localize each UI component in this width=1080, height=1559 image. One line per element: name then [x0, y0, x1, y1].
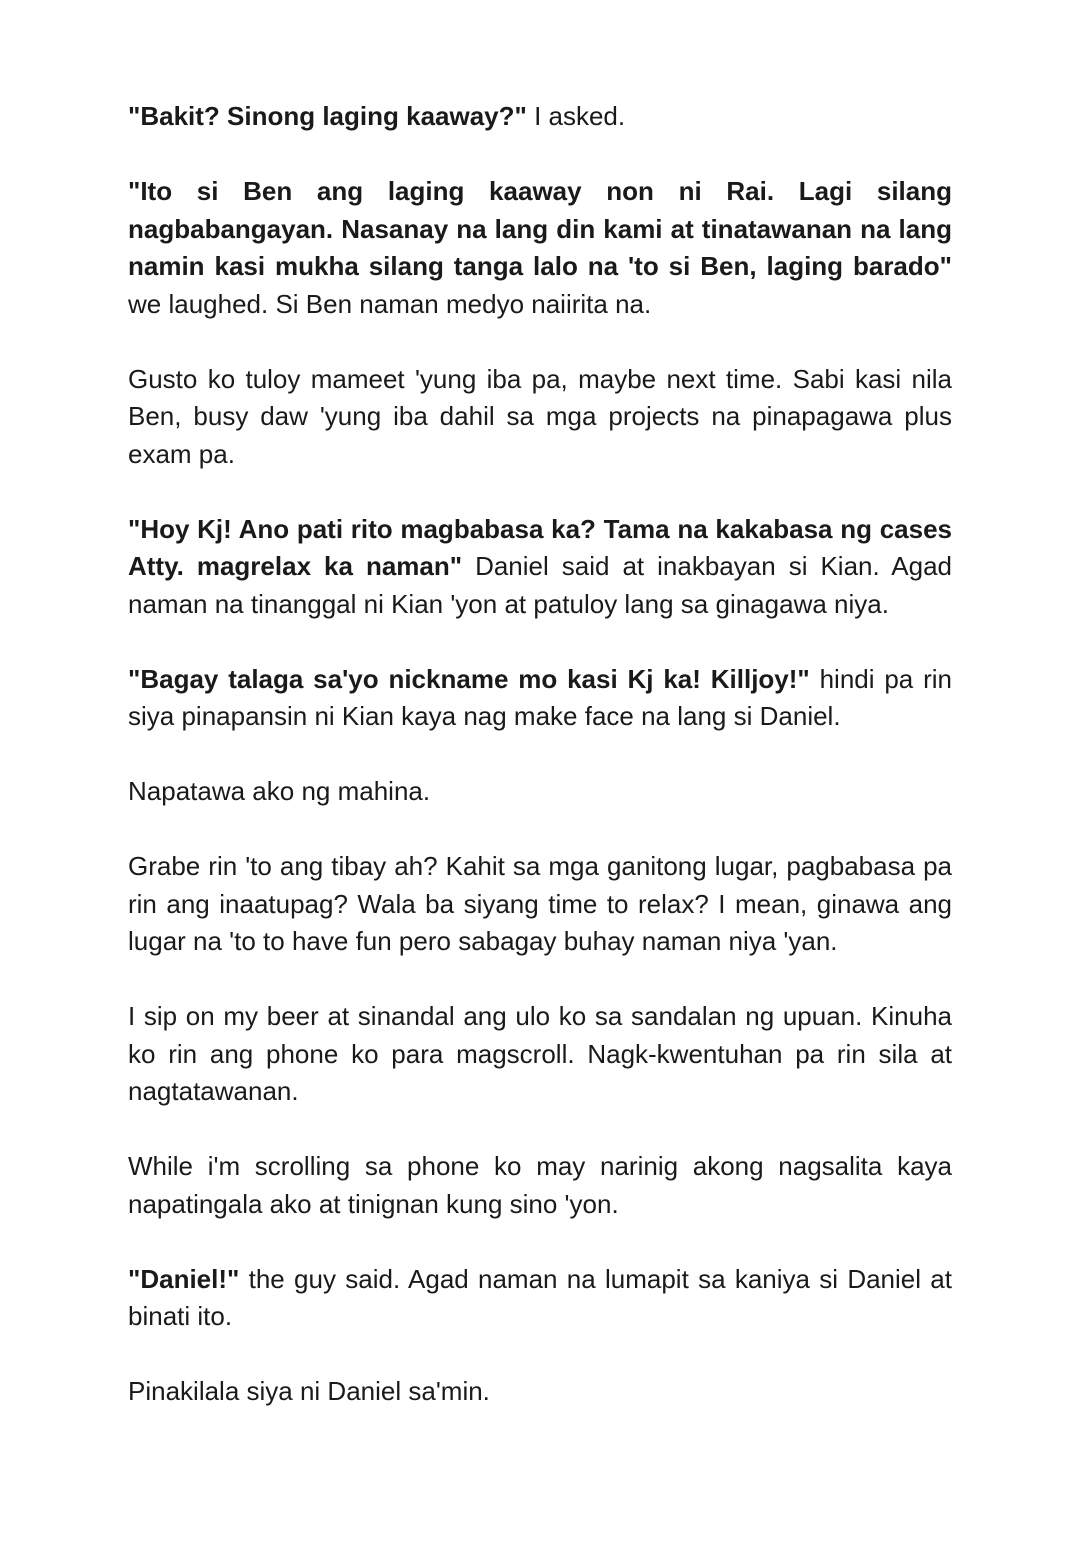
narration-text: hindi pa rin siya pinapansin ni Kian kaya nag make face na lang si Daniel.: [128, 663, 952, 731]
narration-text: Pinakilala siya ni Daniel sa'min.: [128, 1376, 490, 1406]
narration-text: Gusto ko tuloy mameet 'yung iba pa, maybe next time. Sabi kasi nila Ben, busy daw 'yung iba dahil sa mga projects na pinapagawa plus exam pa.: [128, 363, 952, 469]
paragraph: [128, 361, 952, 474]
narration-text: I sip on my beer at sinandal ang ulo ko sa sandalan ng upuan. Kinuha ko rin ang phone ko para magscroll. Nagk-kwentuhan pa rin sila at nagtatawanan.: [128, 1001, 952, 1106]
paragraph: [128, 998, 952, 1111]
dialogue-bold: "Hoy Kj! Ano pati rito magbabasa ka? Tama na kakabasa ng cases Atty. magrelax ka naman": [128, 513, 952, 581]
narration-text: Daniel said at inakbayan si Kian. Agad naman na tinanggal ni Kian 'yon at patuloy lang sa ginagawa niya.: [128, 551, 953, 619]
paragraph: [128, 1148, 952, 1223]
dialogue-bold: "Bagay talaga sa'yo nickname mo kasi Kj ka! Killjoy!": [128, 663, 810, 694]
paragraph: [128, 848, 952, 961]
narration-text: Napatawa ako ng mahina.: [128, 776, 431, 806]
narration-text: I asked.: [526, 101, 626, 131]
narration-text: we laughed. Si Ben naman medyo naiirita na.: [128, 288, 652, 319]
dialogue-bold: "Ito si Ben ang laging kaaway non ni Rai. Lagi silang nagbabangayan. Nasanay na lang din kami at tinatawanan na lang namin kasi mukha silang tanga lalo na 'to si Ben, laging barado": [128, 176, 952, 281]
paragraph: [128, 1373, 952, 1411]
paragraph: [128, 98, 952, 136]
paragraph: [128, 773, 952, 811]
paragraph: [128, 1261, 952, 1336]
narration-text: While i'm scrolling sa phone ko may narinig akong nagsalita kaya napatingala ako at tinignan kung sino 'yon.: [128, 1151, 952, 1219]
narration-text: the guy said. Agad naman na lumapit sa kaniya si Daniel at binati ito.: [128, 1263, 952, 1331]
paragraph: [128, 511, 952, 624]
paragraph: [128, 661, 952, 736]
dialogue-bold: "Bakit? Sinong laging kaaway?": [128, 101, 527, 131]
dialogue-bold: "Daniel!": [128, 1263, 240, 1294]
paragraph: [128, 173, 952, 323]
narration-text: Grabe rin 'to ang tibay ah? Kahit sa mga ganitong lugar, pagbabasa pa rin ang inaatupag? Wala ba siyang time to relax? I mean, ginawa ang lugar na 'to to have fun pero sabagay buhay naman niya 'yan.: [128, 851, 952, 956]
document-page: [128, 98, 952, 1411]
